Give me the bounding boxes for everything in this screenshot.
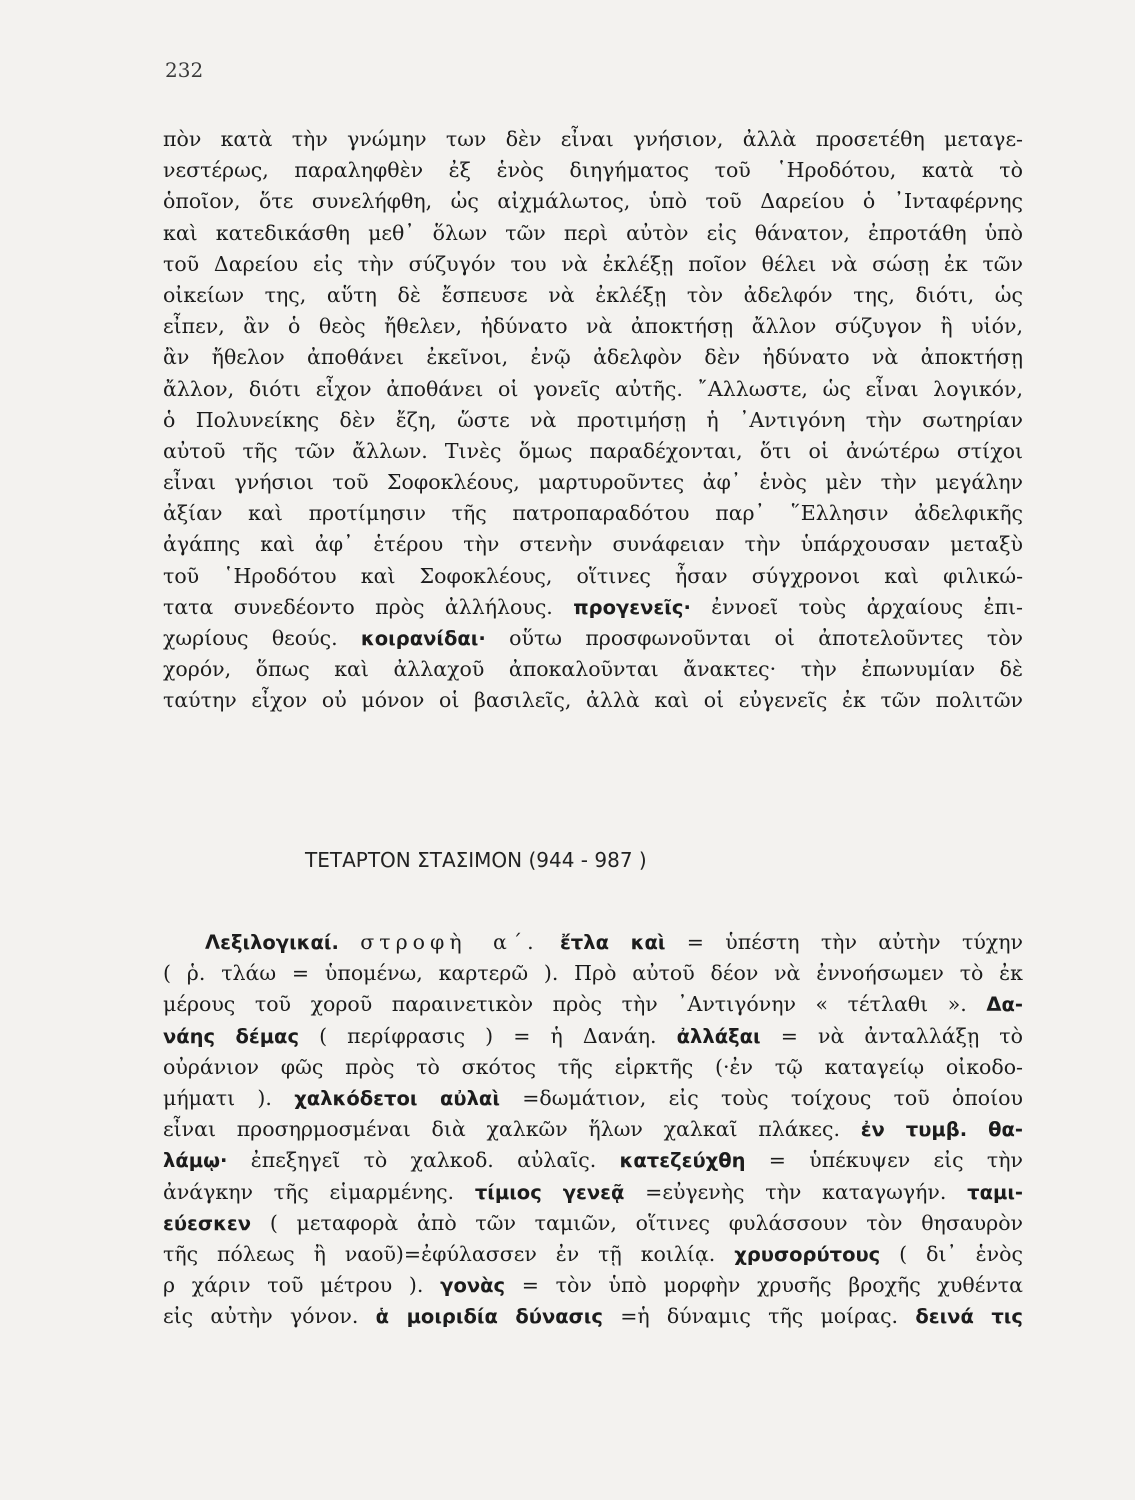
text-line: αὐτοῦ τῆς τῶν ἄλλων. Τινὲς ὅμως παραδέχονται, ὅτι οἱ ἀνώτέρω στίχοι	[163, 438, 1023, 463]
text-run: τῆς πόλεως ἢ ναοῦ)=ἐφύλασσεν ἐν τῇ κοιλίᾳ.	[163, 1241, 716, 1266]
text-line	[163, 1083, 1023, 1114]
text-line: τοῦ Δαρείου εἰς τὴν σύζυγόν του νὰ ἐκλέξῃ ποῖον θέλει νὰ σώσῃ ἐκ τῶν	[163, 251, 1023, 276]
text-line: εἶπεν, ἂν ὁ θεὸς ἤθελεν, ἠδύνατο νὰ ἀποκτήσῃ ἄλλον σύζυγον ἢ υἱόν,	[163, 314, 1023, 339]
glossary-term: ἐν τυμβ. θα-	[860, 1118, 1023, 1142]
spaced-text: στροφὴ α΄.	[360, 930, 539, 954]
text-line: ἀγάπης καὶ ἀφ᾿ ἑτέρου τὴν στενὴν συνάφειαν τὴν ὑπάρχουσαν μεταξὺ	[163, 532, 1023, 557]
glossary-term: χαλκόδετοι αὐλαὶ	[294, 1086, 500, 1110]
glossary-term: τίμιος γενεᾷ	[474, 1180, 625, 1204]
glossary-term: προγενεῖς·	[573, 595, 691, 619]
vocabulary-paragraph	[163, 927, 1023, 1332]
text-run: =εὐγενὴς τὴν καταγωγήν.	[645, 1179, 947, 1204]
text-line: ταύτην εἶχον οὐ μόνον οἱ βασιλεῖς, ἀλλὰ καὶ οἱ εὐγενεῖς ἐκ τῶν πολιτῶν	[163, 688, 1023, 713]
text-run: χωρίους θεούς.	[163, 626, 338, 650]
text-line	[163, 1270, 1023, 1301]
glossary-term: ἔτλα καὶ	[559, 931, 666, 954]
glossary-term: ἁ μοιριδία δύνασις	[375, 1305, 603, 1329]
text-line: ( ῥ. τλάω = ὑπομένω, καρτερῶ ). Πρὸ αὐτοῦ δέον νὰ ἐννοήσωμεν τὸ ἐκ	[163, 961, 1023, 986]
text-run: μέρους τοῦ χοροῦ παραινετικὸν πρὸς τὴν ᾿Αντιγόνην « τέτλαθι ».	[163, 992, 967, 1017]
glossary-term: εύεσκεν	[163, 1211, 252, 1235]
glossary-heading: Λεξιλογικαί.	[205, 931, 339, 954]
text-run: = ὑπέστη τὴν αὐτὴν τύχην	[686, 930, 1023, 954]
glossary-term: ἀλλάξαι	[676, 1024, 761, 1048]
text-line: εἶναι γνήσιοι τοῦ Σοφοκλέους, μαρτυροῦντες ἀφ᾿ ἑνὸς μὲν τὴν μεγάλην	[163, 470, 1023, 495]
text-run: ἐπεξηγεῖ τὸ χαλκοδ. αὐλαῖς.	[250, 1148, 597, 1173]
glossary-term: λάμῳ·	[163, 1149, 228, 1173]
text-run: οὕτω προσφωνοῦνται οἱ ἀποτελοῦντες τὸν	[509, 626, 1023, 650]
text-line: ἄλλον, διότι εἶχον ἀποθάνει οἱ γονεῖς αὐτῆς. ῎Αλλωστε, ὡς εἶναι λογικόν,	[163, 376, 1023, 401]
text-run: ἐννοεῖ τοὺς ἀρχαίους ἐπι-	[711, 594, 1023, 619]
text-line: χορόν, ὅπως καὶ ἀλλαχοῦ ἀποκαλοῦνται ἄνακτες· τὴν ἐπωνυμίαν δὲ	[163, 657, 1023, 682]
glossary-term: νάης δέμας	[163, 1024, 300, 1048]
text-line	[163, 1177, 1023, 1208]
text-line	[163, 1301, 1023, 1332]
glossary-term: ταμι-	[967, 1180, 1024, 1204]
text-line: τοῦ ῾Ηροδότου καὶ Σοφοκλέους, οἵτινες ἦσαν σύγχρονοι καὶ φιλικώ-	[163, 563, 1023, 588]
text-line	[163, 989, 1023, 1020]
text-line: οὐράνιον φῶς πρὸς τὸ σκότος τῆς εἱρκτῆς (·ἐν τῷ καταγείῳ οἰκοδο-	[163, 1054, 1023, 1079]
section-heading: ΤΕΤΑΡΤΟΝ ΣΤΑΣΙΜΟΝ (944 - 987 )	[305, 848, 647, 872]
text-line	[163, 1145, 1023, 1176]
text-run: ρ χάριν τοῦ μέτρου ).	[163, 1273, 424, 1298]
text-run: = τὸν ὑπὸ μορφὴν χρυσῆς βροχῆς χυθέντα	[521, 1273, 1023, 1298]
text-line: ἂν ἤθελον ἀποθάνει ἐκεῖνοι, ἐνῷ ἀδελφὸν δὲν ἠδύνατο νὰ ἀποκτήσῃ	[163, 345, 1023, 370]
glossary-term: κοιρανίδαι·	[360, 627, 486, 650]
text-line: καὶ κατεδικάσθη μεθ᾿ ὅλων τῶν περὶ αὐτὸν εἰς θάνατον, ἐπροτάθη ὑπὸ	[163, 220, 1023, 245]
commentary-paragraph	[163, 124, 1023, 717]
text-line: οἰκείων της, αὕτη δὲ ἔσπευσε νὰ ἐκλέξῃ τὸν ἀδελφόν της, διότι, ὡς	[163, 282, 1023, 307]
glossary-term: χρυσορύτους	[734, 1242, 881, 1266]
text-run: =ἡ δύναμις τῆς μοίρας.	[620, 1304, 899, 1329]
glossary-term: Δα-	[986, 993, 1023, 1017]
text-line	[163, 623, 1023, 654]
text-line	[163, 927, 1023, 958]
text-line	[163, 592, 1023, 623]
text-run: = νὰ ἀνταλλάξῃ τὸ	[780, 1023, 1023, 1048]
text-line	[163, 1114, 1023, 1145]
text-line: ὁ Πολυνείκης δὲν ἔζη, ὥστε νὰ προτιμήσῃ ἡ ᾿Αντιγόνη τὴν σωτηρίαν	[163, 407, 1023, 432]
text-run: ( περίφρασις ) = ἡ Δανάη.	[319, 1023, 657, 1048]
text-run: = ὑπέκυψεν εἰς τὴν	[768, 1148, 1023, 1173]
text-run: μήματι ).	[163, 1085, 272, 1110]
text-run: ἀνάγκην τῆς εἱμαρμένης.	[163, 1179, 455, 1204]
text-run: ( μεταφορὰ ἀπὸ τῶν ταμιῶν, οἵτινες φυλάσσουν τὸν θησαυρὸν	[269, 1210, 1023, 1235]
text-run: =δωμάτιον, εἰς τοὺς τοίχους τοῦ ὁποίου	[522, 1085, 1023, 1110]
text-line	[163, 1021, 1023, 1052]
text-line: ὁποῖον, ὅτε συνελήφθη, ὡς αἰχμάλωτος, ὑπὸ τοῦ Δαρείου ὁ ᾿Ινταφέρνης	[163, 189, 1023, 214]
glossary-term: δεινά τις	[915, 1305, 1023, 1329]
text-run: εἶναι προσηρμοσμέναι διὰ χαλκῶν ἥλων χαλκαῖ πλάκες.	[163, 1117, 840, 1142]
text-line	[163, 1239, 1023, 1270]
text-line: ἀξίαν καὶ προτίμησιν τῆς πατροπαραδότου παρ᾿ ῞Ελλησιν ἀδελφικῆς	[163, 501, 1023, 526]
text-run: εἰς αὐτὴν γόνον.	[163, 1304, 359, 1329]
text-run: ( δι᾿ ἑνὸς	[899, 1241, 1023, 1266]
text-line: νεστέρως, παραληφθὲν ἐξ ἑνὸς διηγήματος τοῦ ῾Ηροδότου, κατὰ τὸ	[163, 158, 1023, 183]
glossary-term: γονὰς	[440, 1274, 506, 1298]
text-line	[163, 1208, 1023, 1239]
text-run: τατα συνεδέοντο πρὸς ἀλλήλους.	[163, 594, 553, 619]
glossary-term: κατεζεύχθη	[619, 1149, 746, 1173]
page-number: 232	[165, 58, 204, 82]
text-line: πὸν κατὰ τὴν γνώμην των δὲν εἶναι γνήσιον, ἀλλὰ προσετέθη μεταγε-	[163, 127, 1023, 151]
